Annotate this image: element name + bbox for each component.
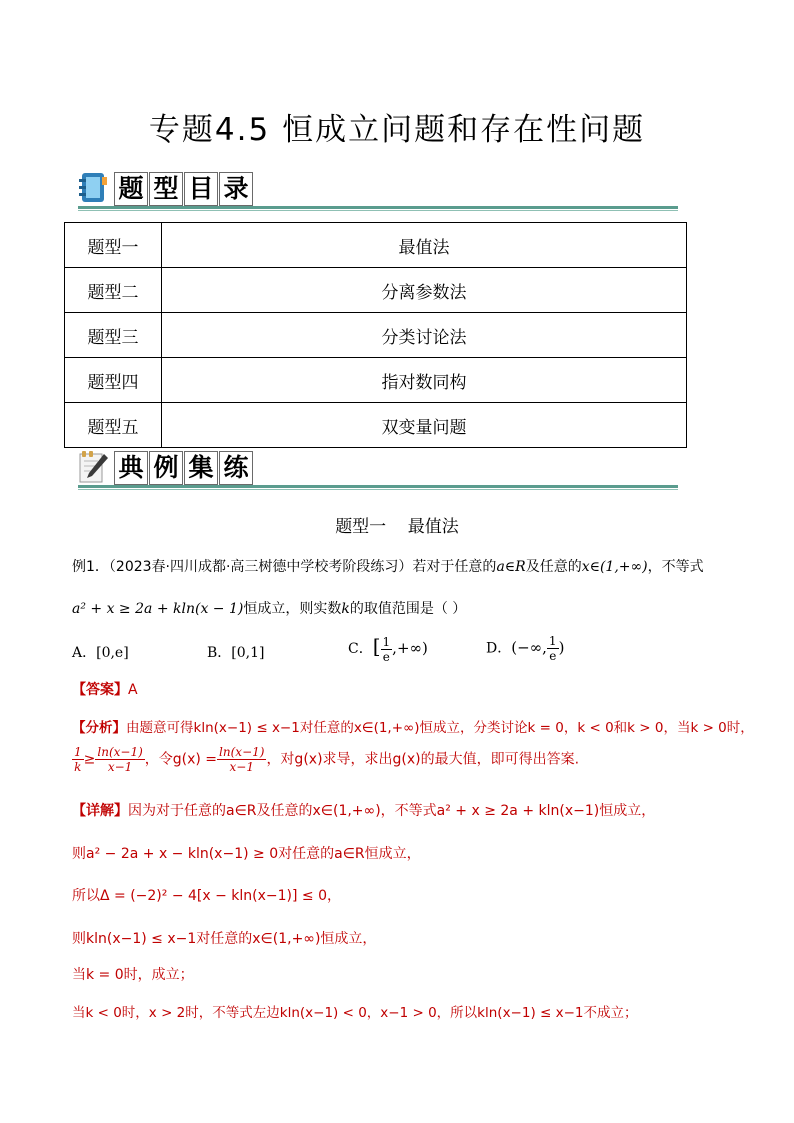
option-d	[486, 634, 564, 663]
detail-line-4: 则kln(x−1) ≤ x−1对任意的x∈(1,+∞)恒成立，	[72, 931, 377, 947]
numerator: 1	[74, 745, 82, 759]
example-math: a² + x ≥ 2a + kln(x − 1)	[72, 601, 244, 617]
example-text: 恒成立，则实数	[243, 601, 342, 617]
detail-label: 【详解】	[72, 803, 128, 819]
numerator: ln(x−1)	[97, 745, 143, 759]
math-text: ,+∞)	[392, 639, 428, 657]
denominator: e	[549, 649, 557, 663]
answer-line	[72, 679, 138, 699]
toc-method: 双变量问题	[162, 403, 687, 448]
section-char: 目	[184, 172, 218, 206]
subheading: 题型一 最值法	[335, 517, 459, 537]
detail-line-5: 当k = 0时，成立；	[72, 967, 194, 983]
math-text: (−∞,	[511, 638, 547, 657]
example-line-1	[72, 556, 704, 576]
example-math: k	[341, 601, 350, 617]
divider	[78, 489, 678, 490]
detail-text: 因为对于任意的a∈R及任意的x∈(1,+∞)，不等式a² + x ≥ 2a + kln(x−1)恒成立，	[128, 803, 656, 819]
toc-method: 指对数同构	[162, 358, 687, 403]
toc-type: 题型一	[65, 223, 162, 268]
toc-type: 题型四	[65, 358, 162, 403]
denominator: k	[74, 760, 82, 774]
numerator: 1	[382, 634, 391, 649]
example-text: 及任意的	[525, 559, 582, 575]
math-text: )	[558, 638, 565, 657]
detail-line-3: 所以Δ = (−2)² − 4[x − kln(x−1)] ≤ 0，	[72, 888, 342, 904]
option-c	[348, 634, 428, 664]
page-title: 专题4.5 恒成立问题和存在性问题	[148, 112, 646, 148]
table-row	[65, 403, 687, 448]
denominator: x−1	[229, 760, 254, 774]
fraction	[381, 635, 393, 664]
divider	[78, 485, 678, 488]
section-char: 典	[114, 451, 148, 485]
answer-label: 【答案】	[72, 682, 128, 698]
analysis-text: ，对g(x)求导，求出g(x)的最大值，即可得出答案.	[266, 751, 580, 768]
denominator: e	[382, 649, 390, 664]
section-char: 练	[219, 451, 253, 485]
section-char: 题	[114, 172, 148, 206]
option-label: D．	[486, 640, 512, 657]
toc-method: 最值法	[162, 223, 687, 268]
analysis-text: 由题意可得kln(x−1) ≤ x−1对任意的x∈(1,+∞)恒成立，分类讨论k = 0，k < 0和k > 0，当k > 0时，	[126, 720, 754, 736]
math-text: ≥	[83, 751, 96, 768]
section-char: 型	[149, 172, 183, 206]
fraction	[547, 634, 559, 663]
toc-type: 题型五	[65, 403, 162, 448]
toc-table	[64, 222, 687, 448]
example-math: a∈R	[496, 559, 526, 575]
numerator: ln(x−1)	[219, 745, 265, 759]
section-header-toc	[78, 171, 678, 211]
table-row	[65, 223, 687, 268]
fraction	[217, 745, 266, 774]
table-row	[65, 268, 687, 313]
fraction	[95, 745, 144, 774]
example-text: 的取值范围是（ ）	[349, 601, 467, 617]
detail-line-6: 当k < 0时，x > 2时，不等式左边kln(x−1) < 0，x−1 > 0，所以kln(x−1) ≤ x−1不成立；	[72, 1005, 638, 1021]
divider	[78, 206, 678, 209]
section-header-examples	[78, 450, 678, 490]
example-line-2	[72, 598, 466, 618]
analysis-line-2	[72, 745, 579, 774]
answer-value: A	[128, 682, 138, 698]
option-b: B．[0,1]	[207, 645, 265, 661]
section-title-examples	[114, 451, 254, 485]
toc-type: 题型二	[65, 268, 162, 313]
pencil-note-icon	[78, 450, 110, 484]
option-label: C．	[348, 641, 373, 657]
notebook-icon	[78, 171, 110, 205]
fraction	[72, 745, 84, 774]
analysis-label: 【分析】	[72, 720, 126, 736]
analysis-text: ，令g(x) =	[144, 751, 218, 768]
section-char: 例	[149, 451, 183, 485]
math-bracket: [	[372, 634, 381, 658]
detail-line-1	[72, 800, 655, 820]
toc-type: 题型三	[65, 313, 162, 358]
analysis-line-1	[72, 716, 754, 736]
table-row	[65, 358, 687, 403]
option-a: A．[0,e]	[72, 645, 129, 661]
toc-method: 分离参数法	[162, 268, 687, 313]
section-char: 集	[184, 451, 218, 485]
table-row	[65, 313, 687, 358]
toc-method: 分类讨论法	[162, 313, 687, 358]
numerator: 1	[548, 634, 557, 648]
example-math: x∈(1,+∞)	[581, 559, 648, 575]
example-text: 例1．（2023春·四川成都·高三树德中学校考阶段练习）若对于任意的	[72, 559, 497, 575]
divider	[78, 210, 678, 211]
example-text: ，不等式	[647, 559, 704, 575]
section-char: 录	[219, 172, 253, 206]
denominator: x−1	[107, 760, 133, 774]
section-title-toc	[114, 172, 254, 206]
detail-line-2: 则a² − 2a + x − kln(x−1) ≥ 0对任意的a∈R恒成立，	[72, 846, 421, 862]
